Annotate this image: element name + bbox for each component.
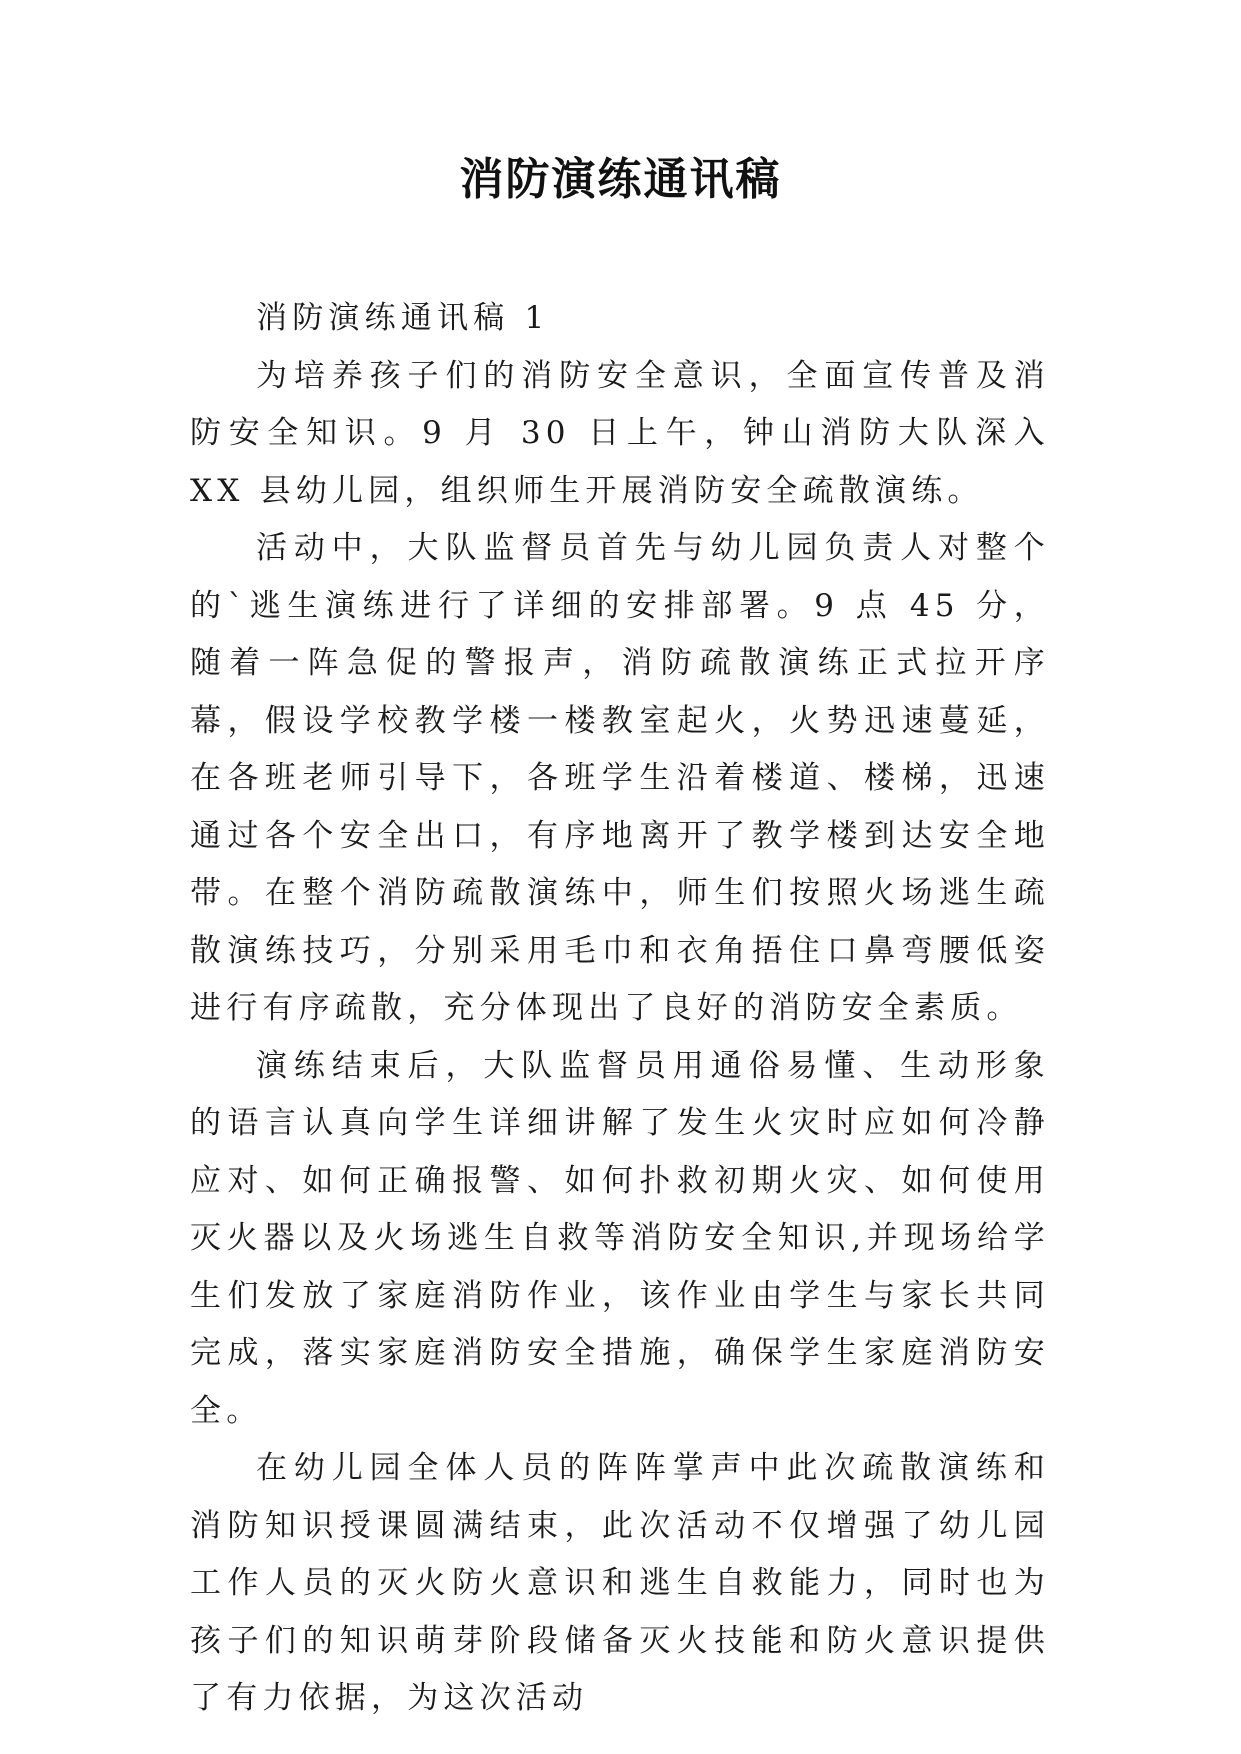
- paragraph-after-drill: 演练结束后，大队监督员用通俗易懂、生动形象的语言认真向学生详细讲解了发生火灾时应如何冷静应对、如何正确报警、如何扑救初期火灾、如何使用灭火器以及火场逃生自救等消防安全知识,并现场给学生们发放了家庭消防作业，该作业由学生与家长共同完成，落实家庭消防安全措施，确保学生家庭消防安全。: [190, 1047, 1050, 1429]
- document-title: 消防演练通讯稿: [459, 154, 782, 205]
- paragraph-conclusion: 在幼儿园全体人员的阵阵掌声中此次疏散演练和消防知识授课圆满结束，此次活动不仅增强了幼儿园工作人员的灭火防火意识和逃生自救能力，同时也为孩子们的知识萌芽阶段储备灭火技能和防火意识提供了有力依据，为这次活动: [190, 1450, 1050, 1716]
- paragraph-intro: 为培养孩子们的消防安全意识，全面宣传普及消防安全知识。9 月 30 日上午，钟山消防大队深入 XX 县幼儿园，组织师生开展消防安全疏散演练。: [190, 357, 1050, 509]
- section-heading: 消防演练通讯稿 1: [256, 300, 550, 336]
- document-body: [190, 290, 1050, 1728]
- paragraph-activity: 活动中，大队监督员首先与幼儿园负责人对整个的`逃生演练进行了详细的安排部署。9 点 45 分，随着一阵急促的警报声，消防疏散演练正式拉开序幕，假设学校教学楼一楼教室起火，火势迅速蔓延，在各班老师引导下，各班学生沿着楼道、楼梯，迅速通过各个安全出口，有序地离开了教学楼到达安全地带。在整个消防疏散演练中，师生们按照火场逃生疏散演练技巧，分别采用毛巾和衣角捂住口鼻弯腰低姿进行有序疏散，充分体现出了良好的消防安全素质。: [190, 530, 1050, 1026]
